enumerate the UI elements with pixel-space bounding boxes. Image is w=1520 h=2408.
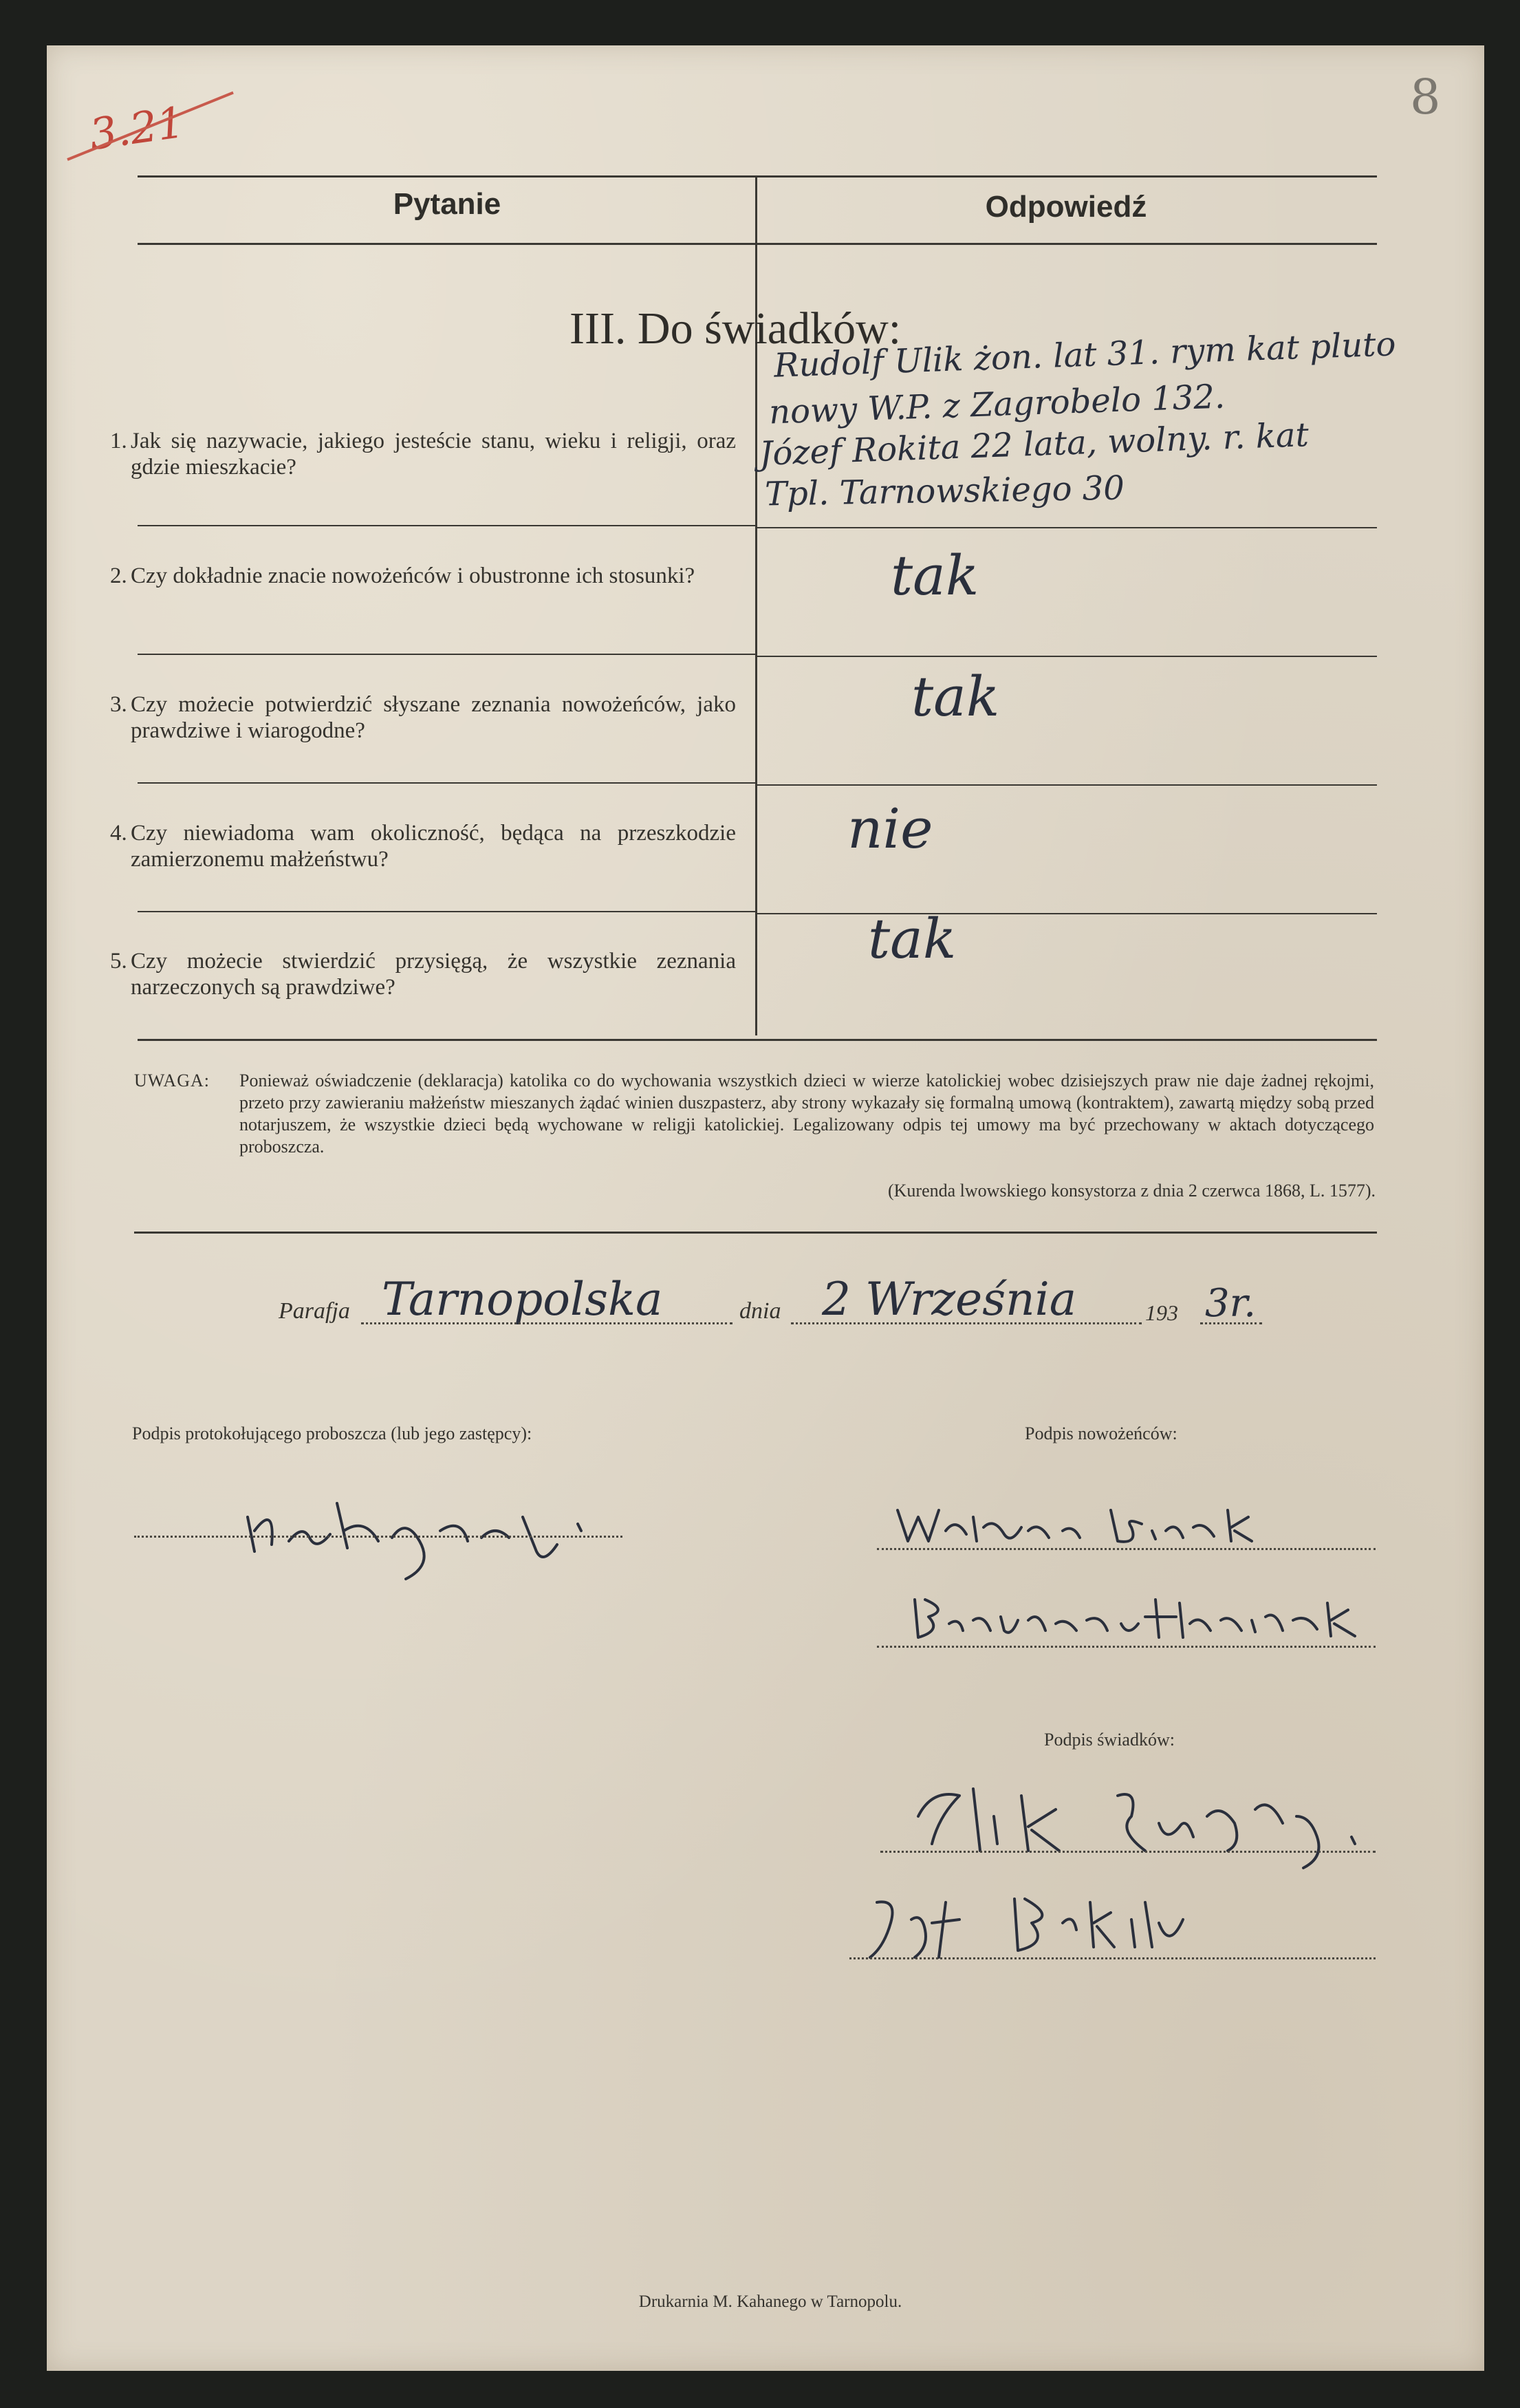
- witness-1-signature-line: [880, 1851, 1376, 1853]
- year-prefix: 193: [1145, 1300, 1178, 1325]
- red-pencil-note: 3.21: [86, 96, 188, 160]
- priest-signature-label: Podpis protokołującego proboszcza (lub jego zastępcy):: [132, 1423, 532, 1443]
- question-number: 3.: [110, 692, 127, 717]
- section-title: III. Do świadków:: [569, 303, 902, 354]
- answer-rule: [755, 527, 1377, 528]
- note-text: Ponieważ oświadczenie (deklaracja) katolika co do wychowania wszystkich dzieci w wierze katolickiej wobec dzisiejszych praw nie daje żadnej rękojmi, przeto przy zawieraniu małżeństw mieszanych żądać winien duszpasterz, aby strony wykazały się formalną umową (kontraktem), zawartą między sobą przed notarjuszem, że wszystkie dzieci będą wychowane w religji katolickiej. Legalizowany odpis tej umowy ma być przechowany w aktach dotyczącego proboszcza.: [239, 1071, 1374, 1157]
- answer-3: tak: [911, 665, 1000, 729]
- day-dotted-line: [791, 1322, 1142, 1324]
- answer-1-line-1: Rudolf Ulik żon. lat 31. rym kat pluto: [773, 325, 1397, 385]
- question-number: 4.: [110, 821, 127, 846]
- answer-1-line-3: Józef Rokita 22 lata, wolny. r. kat: [759, 416, 1310, 473]
- year-dotted-line: [1200, 1322, 1262, 1324]
- question-text: Czy dokładnie znacie nowożeńców i obustronne ich stosunki?: [131, 563, 695, 588]
- question-number: 1.: [110, 429, 127, 453]
- question-2: [110, 563, 736, 589]
- row-rule: [138, 782, 755, 784]
- newlyweds-signature-label: Podpis nowożeńców:: [1025, 1423, 1177, 1443]
- groom-signature: [891, 1496, 1276, 1551]
- witness-2-signature-line: [849, 1957, 1376, 1959]
- question-text: Czy możecie potwierdzić słyszane zeznania nowożeńców, jako prawdziwe i wiarogodne?: [131, 692, 736, 743]
- parish-dotted-line: [361, 1322, 732, 1324]
- priest-signature-line: [134, 1536, 622, 1538]
- question-1: [110, 428, 736, 480]
- note-citation: (Kurenda lwowskiego konsystorza z dnia 2 czerwca 1868, L. 1577).: [887, 1181, 1376, 1201]
- answer-2: tak: [891, 544, 979, 608]
- answer-1-line-4: Tpl. Tarnowskiego 30: [764, 469, 1125, 514]
- answer-rule: [755, 656, 1377, 657]
- day-label: dnia: [739, 1298, 781, 1324]
- answer-4: nie: [847, 797, 933, 861]
- question-5: [110, 948, 736, 1000]
- note-bottom-rule: [134, 1232, 1377, 1234]
- year-suffix: 3r.: [1205, 1281, 1257, 1326]
- header-bottom-rule: [138, 243, 1377, 245]
- answer-1-line-2: nowy W.P. z Zagrobelo 132.: [768, 377, 1226, 432]
- column-header-question: Pytanie: [393, 187, 501, 221]
- priest-signature: [234, 1476, 591, 1579]
- header-top-rule: [138, 175, 1377, 178]
- row-rule: [138, 911, 755, 912]
- answer-rule: [755, 913, 1377, 914]
- question-number: 5.: [110, 949, 127, 974]
- question-text: Czy możecie stwierdzić przysięgą, że wszystkie zeznania narzeczonych są prawdziwe?: [131, 949, 736, 1000]
- document-page: [47, 45, 1484, 2371]
- printer-imprint: Drukarnia M. Kahanego w Tarnopolu.: [638, 2292, 902, 2311]
- witnesses-signature-label: Podpis świadków:: [1044, 1730, 1175, 1750]
- answer-rule: [755, 784, 1377, 786]
- question-text: Czy niewiadoma wam okoliczność, będąca na przeszkodzie zamierzonemu małżeństwu?: [131, 821, 736, 872]
- bride-signature-line: [877, 1646, 1376, 1648]
- question-3: [110, 691, 736, 744]
- note-label: UWAGA:: [134, 1071, 210, 1090]
- row-rule: [138, 654, 755, 655]
- question-text: Jak się nazywacie, jakiego jesteście stanu, wieku i religji, oraz gdzie mieszkacie?: [131, 429, 736, 480]
- day-value: 2 Września: [822, 1273, 1077, 1326]
- groom-signature-line: [877, 1548, 1376, 1550]
- column-header-answer: Odpowiedź: [985, 190, 1147, 224]
- table-bottom-rule: [138, 1039, 1377, 1041]
- question-number: 2.: [110, 563, 127, 588]
- witness-1-signature: [911, 1775, 1372, 1871]
- pencil-page-number: 8: [1410, 69, 1441, 125]
- parish-label: Parafja: [279, 1298, 350, 1324]
- answer-5: tak: [868, 907, 957, 971]
- row-rule: [138, 525, 755, 526]
- parish-value: Tarnopolska: [382, 1273, 663, 1326]
- bride-signature: [908, 1589, 1376, 1644]
- question-4: [110, 820, 736, 872]
